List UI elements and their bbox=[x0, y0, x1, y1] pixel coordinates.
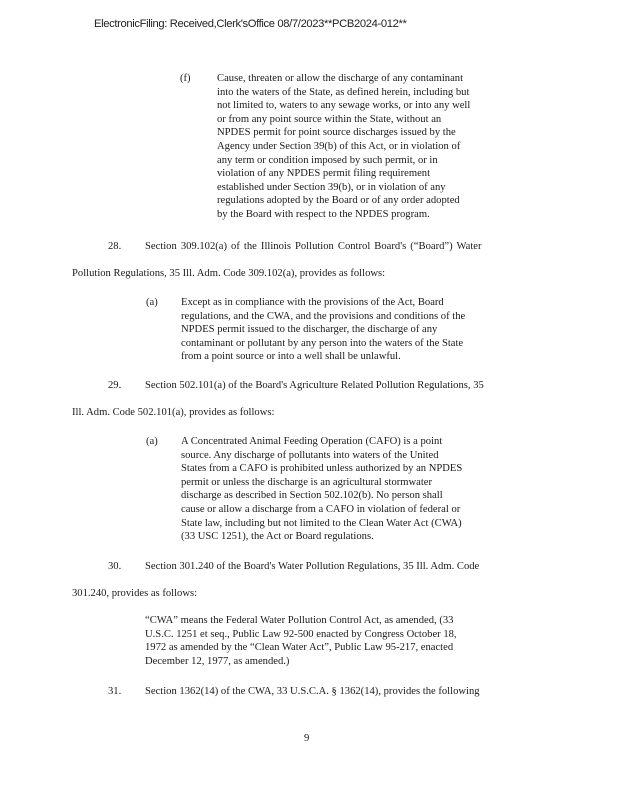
item-f-line: regulations adopted by the Board or of any order adopted bbox=[217, 195, 460, 207]
block-quote-29 bbox=[181, 435, 462, 544]
paragraph-30-line-1: Section 301.240 of the Board's Water Pollution Regulations, 35 Ill. Adm. Code bbox=[145, 561, 480, 572]
paragraph-number: 28. bbox=[108, 241, 122, 252]
item-f-text bbox=[217, 72, 470, 222]
quote-line: A Concentrated Animal Feeding Operation (CAFO) is a point bbox=[181, 436, 443, 447]
item-f-line: violation of any NPDES permit filing requirement bbox=[217, 168, 431, 180]
quote-line: discharge as described in Section 502.102(b). No person shall bbox=[181, 490, 443, 502]
item-f-line: into the waters of the State, as defined herein, including but bbox=[217, 86, 470, 98]
paragraph-28-line-2: Pollution Regulations, 35 Ill. Adm. Code 309.102(a), provides as follows: bbox=[72, 268, 386, 279]
paragraph-31-line-1: Section 1362(14) of the CWA, 33 U.S.C.A. § 1362(14), provides the following bbox=[145, 686, 480, 697]
quote-line: permit or unless the discharge is an agricultural stormwater bbox=[181, 476, 433, 488]
block-quote-28 bbox=[181, 296, 465, 364]
item-f-line: any term or condition imposed by such permit, or in bbox=[217, 154, 438, 166]
item-f-marker: (f) bbox=[180, 73, 191, 84]
item-f-line: or from any point source within the State, without an bbox=[217, 113, 442, 125]
item-f-line: not limited to, waters to any sewage works, or into any well bbox=[217, 100, 471, 112]
quote-line: regulations, and the CWA, and the provisions and conditions of the bbox=[181, 310, 466, 322]
paragraph-number: 29. bbox=[108, 380, 122, 391]
quote-marker: (a) bbox=[146, 436, 158, 447]
paragraph-29-line-1: Section 502.101(a) of the Board's Agriculture Related Pollution Regulations, 35 bbox=[145, 380, 484, 391]
quote-line: States from a CAFO is prohibited unless authorized by an NPDES bbox=[181, 463, 463, 475]
item-f-line: Agency under Section 39(b) of this Act, or in violation of bbox=[217, 140, 461, 152]
quote-line: contaminant or pollutant by any person into the waters of the State bbox=[181, 337, 464, 349]
paragraph-28-line-1: Section 309.102(a) of the Illinois Pollution Control Board's (“Board”) Water bbox=[145, 241, 482, 252]
quote-line: source. Any discharge of pollutants into waters of the United bbox=[181, 449, 439, 461]
paragraph-number: 31. bbox=[108, 686, 122, 697]
quote-line: cause or allow a discharge from a CAFO in violation of federal or bbox=[181, 503, 461, 515]
quote-line: from a point source or into a well shall be unlawful. bbox=[181, 351, 401, 363]
quote-line: December 12, 1977, as amended.) bbox=[145, 655, 290, 667]
item-f-line: by the Board with respect to the NPDES program. bbox=[217, 208, 430, 220]
block-quote-30 bbox=[145, 614, 457, 668]
quote-line: State law, including but not limited to the Clean Water Act (CWA) bbox=[181, 517, 462, 529]
page-number: 9 bbox=[304, 733, 310, 744]
quote-line: U.S.C. 1251 et seq., Public Law 92-500 enacted by Congress October 18, bbox=[145, 628, 457, 640]
quote-line: NPDES permit issued to the discharger, the discharge of any bbox=[181, 324, 438, 336]
paragraph-29-line-2: Ill. Adm. Code 502.101(a), provides as follows: bbox=[72, 407, 275, 418]
efiling-stamp: ElectronicFiling: Received,Clerk'sOffice 08/7/2023**PCB2024-012** bbox=[94, 18, 407, 30]
paragraph-30-line-2: 301.240, provides as follows: bbox=[72, 588, 198, 599]
quote-line: Except as in compliance with the provisions of the Act, Board bbox=[181, 297, 444, 308]
quote-line: (33 USC 1251), the Act or Board regulations. bbox=[181, 531, 374, 543]
paragraph-number: 30. bbox=[108, 561, 122, 572]
item-f-line: NPDES permit for point source discharges issued by the bbox=[217, 127, 456, 139]
item-f-line: established under Section 39(b), or in violation of any bbox=[217, 181, 446, 193]
item-f-line: Cause, threaten or allow the discharge of any contaminant bbox=[217, 73, 464, 84]
quote-marker: (a) bbox=[146, 297, 158, 308]
quote-line: 1972 as amended by the “Clean Water Act”, Public Law 95-217, enacted bbox=[145, 642, 454, 654]
quote-line: “CWA” means the Federal Water Pollution Control Act, as amended, (33 bbox=[145, 615, 454, 626]
